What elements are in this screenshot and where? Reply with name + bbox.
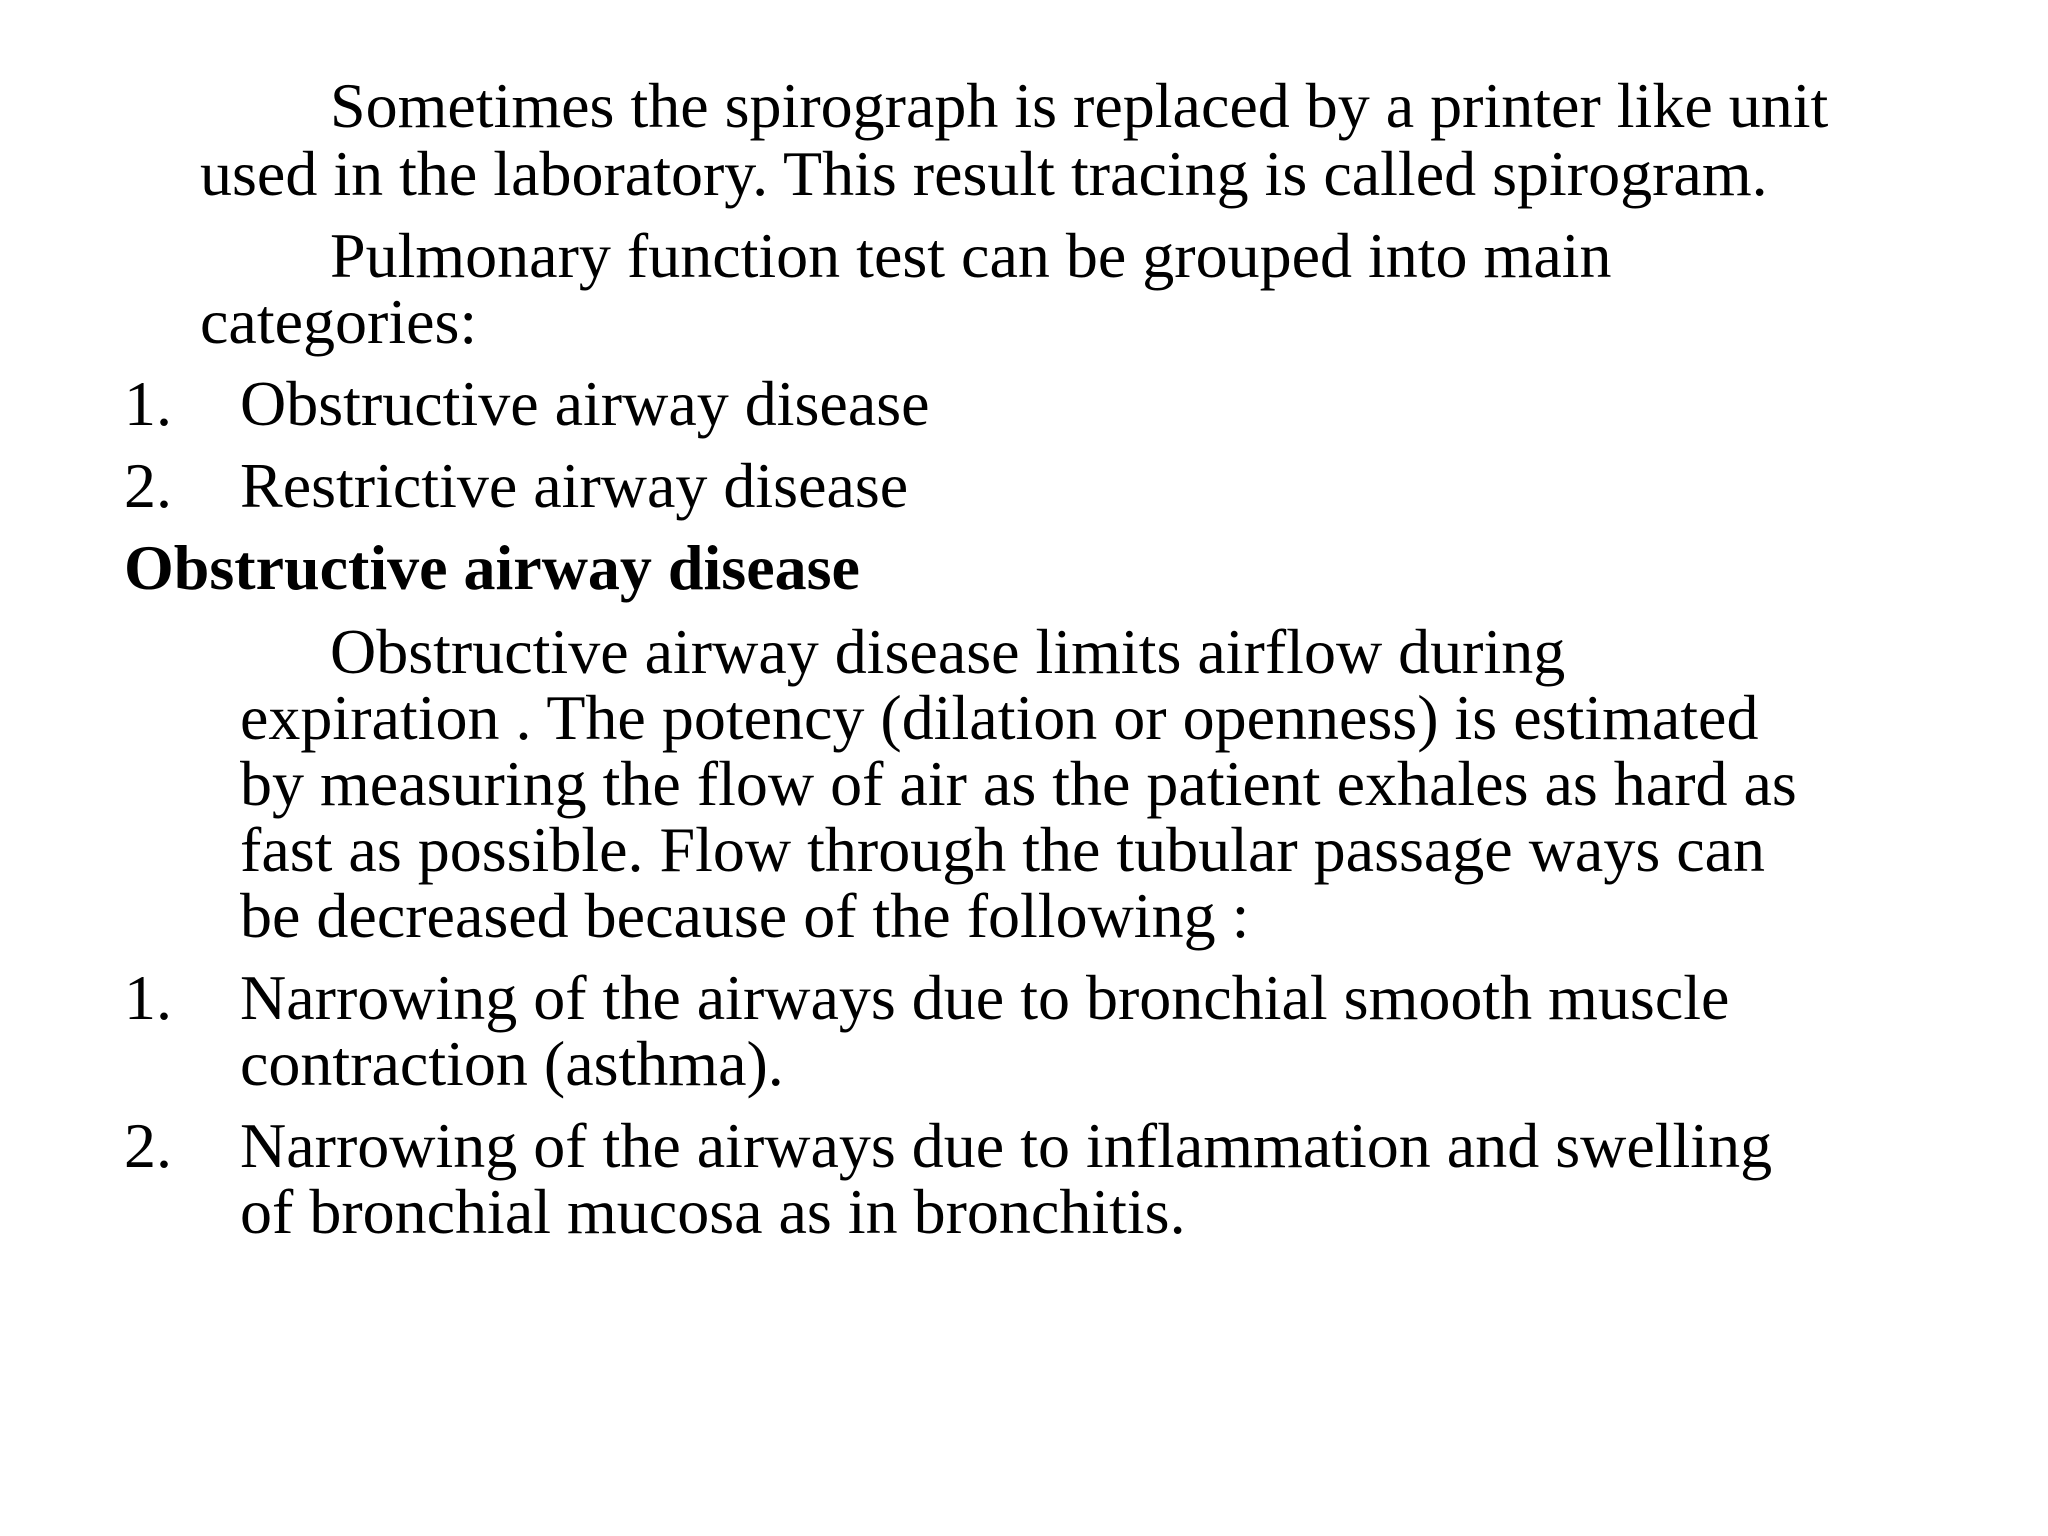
paragraph-line: categories: (200, 286, 478, 357)
paragraph-line: Pulmonary function test can be grouped into main (330, 220, 1612, 291)
paragraph-line: fast as possible. Flow through the tubular passage ways can (240, 814, 1766, 885)
list-item-text: of bronchial mucosa as in bronchitis. (240, 1176, 1186, 1247)
section-heading: Obstructive airway disease (124, 532, 860, 603)
list-item-text: contraction (asthma). (240, 1028, 784, 1099)
paragraph-line: by measuring the flow of air as the patient exhales as hard as (240, 748, 1797, 819)
paragraph-line: Obstructive airway disease limits airflow during (330, 616, 1566, 687)
list-item-number: 1. (124, 962, 172, 1033)
list-item-text: Obstructive airway disease (240, 368, 930, 439)
paragraph-line: be decreased because of the following : (240, 880, 1250, 951)
list-item-text: Narrowing of the airways due to bronchial smooth muscle (240, 962, 1730, 1033)
list-item-text: Restrictive airway disease (240, 450, 909, 521)
list-item-number: 2. (124, 450, 172, 521)
paragraph-line: Sometimes the spirograph is replaced by a printer like unit (330, 70, 1829, 141)
paragraph-line: used in the laboratory. This result tracing is called spirogram. (200, 138, 1768, 209)
paragraph-line: expiration . The potency (dilation or openness) is estimated (240, 682, 1759, 753)
list-item-number: 2. (124, 1110, 172, 1181)
list-item-number: 1. (124, 368, 172, 439)
list-item-text: Narrowing of the airways due to inflammation and swelling (240, 1110, 1773, 1181)
